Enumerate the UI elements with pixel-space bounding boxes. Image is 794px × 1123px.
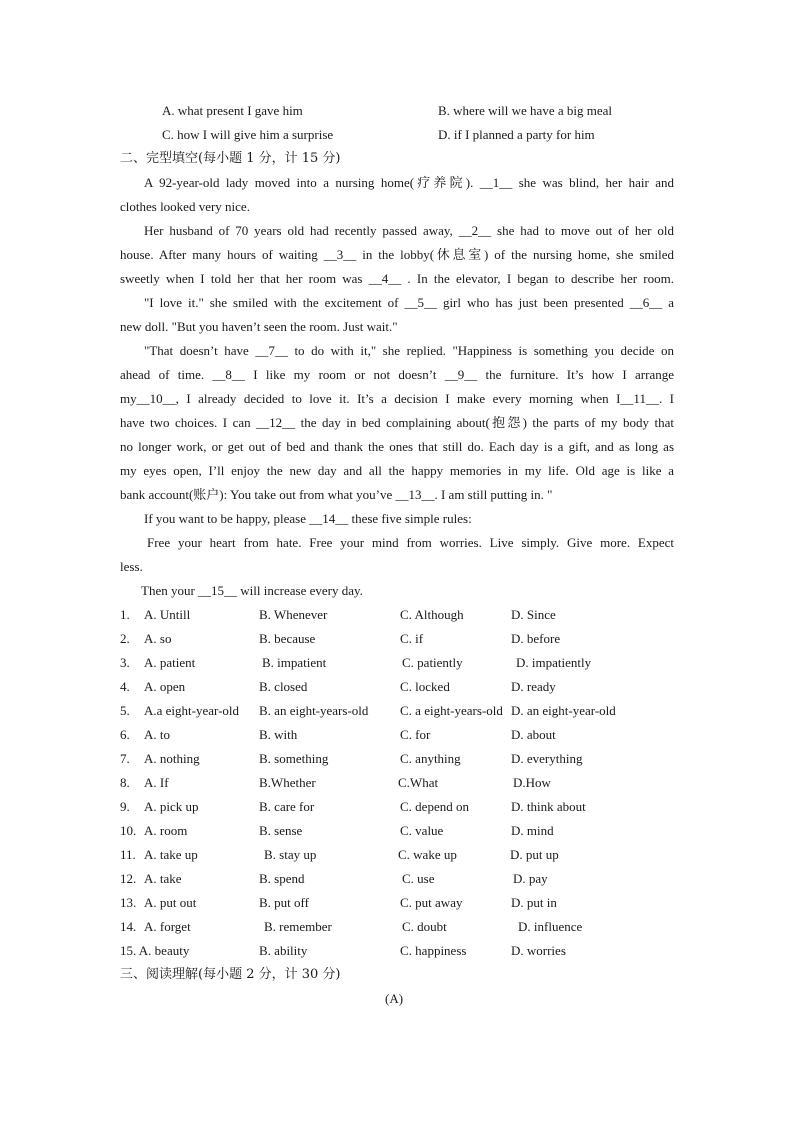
choice-c: C. anything [400, 751, 461, 766]
choice-c: C. Although [400, 607, 464, 622]
choice-b: B. sense [259, 823, 303, 838]
choice-b: B. stay up [264, 847, 317, 862]
choice-b: B. an eight-years-old [259, 703, 369, 718]
choice-a: A. take [144, 871, 182, 886]
choice-c: C. put away [400, 895, 463, 910]
choice-d: D. worries [511, 943, 566, 958]
question-number: 14. [120, 919, 137, 934]
passage-line: less. [120, 559, 143, 574]
choice-c: C. happiness [400, 943, 467, 958]
choice-a: A. so [144, 631, 172, 646]
choice-d: D. an eight-year-old [511, 703, 616, 718]
option-b: B. where will we have a big meal [438, 103, 612, 118]
passage-line: Free your heart from hate. Free your mind from worries. Live simply. Give more. Expect [147, 535, 674, 550]
question-number: 11. [120, 847, 136, 862]
passage-line: A 92-year-old lady moved into a nursing home(疗养院). __1__ she was blind, her hair and [144, 175, 674, 190]
choice-c: C. value [400, 823, 444, 838]
choice-c: C. wake up [398, 847, 457, 862]
choice-d: D. think about [511, 799, 586, 814]
passage-line: "That doesn’t have __7__ to do with it," she replied. "Happiness is something you decide on [144, 343, 674, 358]
choice-a: A. room [144, 823, 188, 838]
choice-a: A. pick up [144, 799, 199, 814]
passage-line: my__10__, I already decided to love it. It’s a decision I make every morning when I__11__. I [120, 391, 674, 406]
choice-a: A. Untill [144, 607, 191, 622]
choice-b: B. Whenever [259, 607, 328, 622]
choice-d: D. ready [511, 679, 556, 694]
passage-line: ahead of time. __8__ I like my room or not doesn’t __9__ the furniture. It’s how I arrange [120, 367, 674, 382]
choice-a: A. to [144, 727, 170, 742]
question-number: 4. [120, 679, 130, 694]
question-number: 3. [120, 655, 130, 670]
section-sub-label: (A) [385, 991, 404, 1006]
choice-d: D. about [511, 727, 556, 742]
choice-d: D. impatiently [516, 655, 592, 670]
option-c: C. how I will give him a surprise [162, 127, 334, 142]
choice-b: B.Whether [259, 775, 316, 790]
passage-line: If you want to be happy, please __14__ these five simple rules: [144, 511, 472, 526]
choice-c: C. depend on [400, 799, 469, 814]
passage-line: bank account(账户): You take out from what you’ve __13__. I am still putting in. " [120, 487, 553, 502]
passage-line: have two choices. I can __12__ the day in bed complaining about(抱怨) the parts of my body that [120, 415, 674, 430]
question-number: 6. [120, 727, 130, 742]
section-heading-reading: 三、阅读理解(每小题 2 分，计 30 分) [120, 967, 341, 982]
choice-c: C. if [400, 631, 424, 646]
choice-b: B. care for [259, 799, 315, 814]
passage-line: "I love it." she smiled with the excitement of __5__ girl who has just been presented __6__ a [144, 295, 674, 310]
choice-d: D.How [513, 775, 551, 790]
passage-line: Then your __15__ will increase every day. [141, 583, 363, 598]
choice-a: A. If [144, 775, 169, 790]
choice-b: B. closed [259, 679, 308, 694]
question-number: 10. [120, 823, 137, 838]
choice-b: B. spend [259, 871, 305, 886]
question-number: 15. A. beauty [120, 943, 190, 958]
choice-d: D. Since [511, 607, 556, 622]
passage-line: new doll. "But you haven’t seen the room. Just wait." [120, 319, 398, 334]
choice-a: A. patient [144, 655, 196, 670]
choice-a: A.a eight-year-old [144, 703, 240, 718]
choice-b: B. remember [264, 919, 332, 934]
choice-a: A. nothing [144, 751, 200, 766]
choice-b: B. impatient [262, 655, 327, 670]
choice-d: D. influence [518, 919, 583, 934]
passage-line: Her husband of 70 years old had recently passed away, __2__ she had to move out of her old [144, 223, 674, 238]
passage-line: clothes looked very nice. [120, 199, 250, 214]
choice-c: C. patiently [402, 655, 463, 670]
choice-c: C. locked [400, 679, 450, 694]
question-number: 9. [120, 799, 130, 814]
choice-d: D. everything [511, 751, 583, 766]
question-number: 5. [120, 703, 130, 718]
passage-line: sweetly when I told her that her room was __4__ . In the elevator, I began to describe her room. [120, 271, 674, 286]
choice-b: B. because [259, 631, 316, 646]
option-a: A. what present I gave him [162, 103, 303, 118]
choice-b: B. ability [259, 943, 308, 958]
option-d: D. if I planned a party for him [438, 127, 595, 142]
question-number: 8. [120, 775, 130, 790]
choice-c: C.What [398, 775, 439, 790]
choice-b: B. put off [259, 895, 309, 910]
passage-line: my eyes open, I’ll enjoy the new day and all the happy memories in my life. Old age is like a [120, 463, 674, 478]
passage-line: no longer work, or get out of bed and thank the ones that still do. Each day is a gift, and as long as [120, 439, 674, 454]
choice-d: D. put in [511, 895, 557, 910]
choice-c: C. use [402, 871, 435, 886]
question-number: 1. [120, 607, 130, 622]
question-number: 12. [120, 871, 137, 886]
choice-d: D. mind [511, 823, 554, 838]
section-heading-cloze: 二、完型填空(每小题 1 分，计 15 分) [120, 151, 341, 166]
choice-b: B. with [259, 727, 298, 742]
question-number: 13. [120, 895, 137, 910]
choice-a: A. open [144, 679, 186, 694]
choice-a: A. put out [144, 895, 197, 910]
choice-d: D. before [511, 631, 561, 646]
question-number: 2. [120, 631, 130, 646]
choice-d: D. pay [513, 871, 548, 886]
question-number: 7. [120, 751, 130, 766]
choice-a: A. take up [144, 847, 198, 862]
choice-c: C. a eight-years-old [400, 703, 503, 718]
choice-a: A. forget [144, 919, 191, 934]
choice-b: B. something [259, 751, 329, 766]
choice-d: D. put up [510, 847, 559, 862]
passage-line: house. After many hours of waiting __3__ in the lobby(休息室) of the nursing home, she smiled [120, 247, 674, 262]
choice-c: C. doubt [402, 919, 447, 934]
choice-c: C. for [400, 727, 431, 742]
